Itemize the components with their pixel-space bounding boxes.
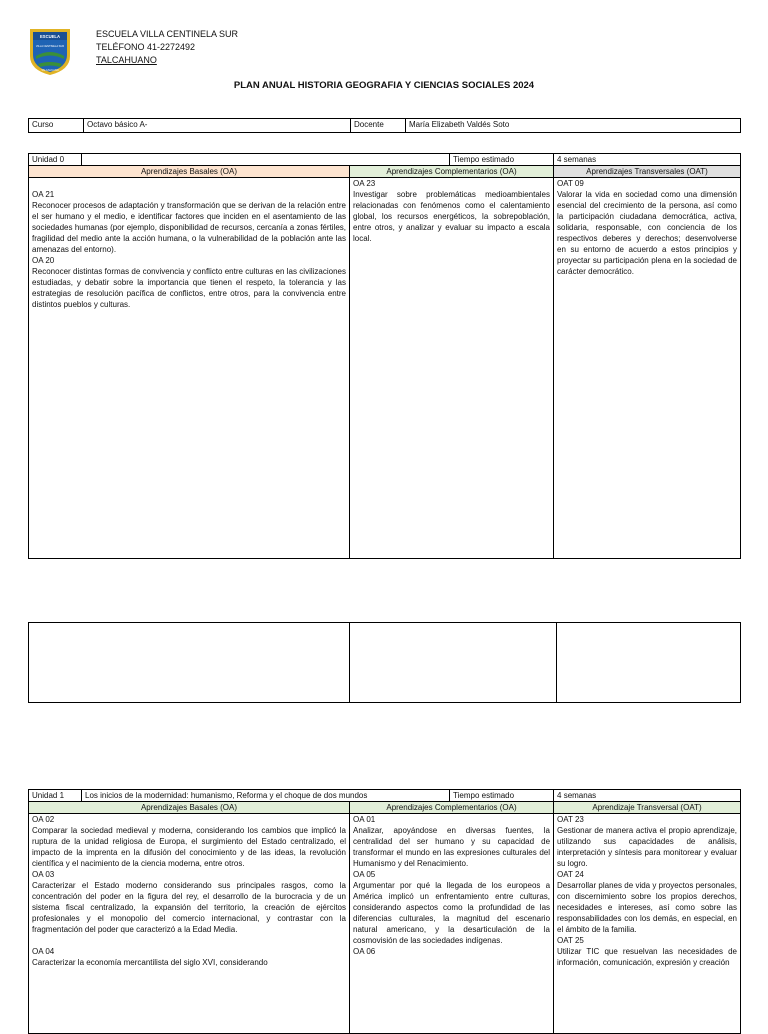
unit0-transversales-cell: [554, 178, 741, 559]
unit0-oat09-text: Valorar la vida en sociedad como una dimensión esencial del crecimiento de la persona, así como la participación ciudadana democrática, activa, solidaria, responsable, con conciencia de los respectivos deberes y derechos; desenvolverse en su entorno de acuerdo a estos principios y proyectar su participación plena en la sociedad de carácter democrático.: [557, 190, 737, 276]
unit1-time-label: Tiempo estimado: [450, 790, 554, 802]
unit0-time-value: 4 semanas: [554, 154, 741, 166]
unit0-time-label: Tiempo estimado: [450, 154, 554, 166]
unit0-table: [28, 153, 741, 559]
school-name: ESCUELA VILLA CENTINELA SUR: [96, 29, 239, 39]
unit0-basales-blank: [32, 178, 346, 189]
unit0-basales-cell: [29, 178, 350, 559]
unit1-oat23-text: Gestionar de manera activa el propio aprendizaje, utilizando sus capacidades de análisis, interpretación y síntesis para monitorear y evaluar su logro.: [557, 826, 737, 868]
unit1-oa06-code: OA 06: [353, 947, 376, 956]
unit0-col-complementarios: Aprendizajes Complementarios (OA): [350, 166, 554, 178]
unit0-name: [82, 154, 450, 166]
unit1-name: Los inicios de la modernidad: humanismo, Reforma y el choque de dos mundos: [82, 790, 450, 802]
unit0-oa20-text: Reconocer distintas formas de convivencia y conflicto entre culturas en las civilizaciones estudiadas, y debatir sobre la importancia que tienen el respeto, la tolerancia y las estrategias de resolución pacífica de conflictos, entre otros, para la convivencia entre distintos pueblos y culturas.: [32, 267, 346, 309]
unit1-col-basales: Aprendizajes Basales (OA): [29, 802, 350, 814]
unit0-oa20-code: OA 20: [32, 256, 55, 265]
empty-cell-3: [557, 623, 741, 703]
unit1-oa02-code: OA 02: [32, 815, 55, 824]
unit0-complementarios-cell: [350, 178, 554, 559]
unit1-complementarios-cell: [350, 814, 554, 1034]
unit0-col-transversales: Aprendizajes Transversales (OAT): [554, 166, 741, 178]
unit1-basales-cell: [29, 814, 350, 1034]
school-phone: TELÉFONO 41-2272492: [96, 42, 196, 52]
unit0-col-basales: Aprendizajes Basales (OA): [29, 166, 350, 178]
unit0-label: Unidad 0: [29, 154, 82, 166]
unit0-oa21-text: Reconocer procesos de adaptación y transformación que se derivan de la relación entre el ser humano y el medio, e identificar factores que inciden en el asentamiento de las sociedades humanas (por ejemplo, disponibilidad de recursos, cercanía a zonas fértiles, fragilidad del medio ante la acción humana, o la vulnerabilidad de la población ante las amenazas del entorno).: [32, 201, 346, 254]
unit1-oat24-code: OAT 24: [557, 870, 584, 879]
unit1-oa01-text: Analizar, apoyándose en diversas fuentes, la centralidad del ser humano y su capacidad de transformar el mundo en las expresiones culturales del Humanismo y del Renacimiento.: [353, 826, 551, 868]
unit1-label: Unidad 1: [29, 790, 82, 802]
logo-top-text: ESCUELA: [39, 34, 61, 39]
logo-mid-text: VILLA CENTINELA SUR: [35, 45, 65, 48]
document-title: PLAN ANUAL HISTORIA GEOGRAFIA Y CIENCIAS SOCIALES 2024: [233, 80, 535, 91]
unit0-oa23-code: OA 23: [353, 179, 376, 188]
unit1-oa03-code: OA 03: [32, 870, 55, 879]
logo-bottom-text: TALCAHUANO: [41, 69, 59, 72]
docente-value: María Elizabeth Valdés Soto: [406, 119, 741, 133]
empty-cell-2: [350, 623, 557, 703]
curso-label: Curso: [29, 119, 84, 133]
unit1-oa05-text: Argumentar por qué la llegada de los europeos a América implicó un enfrentamiento entre culturas, considerando aspectos como la profundidad de las diferencias culturales, la magnitud del escenario natural americano, y la desarticulación de la cosmovisión de las sociedades indígenas.: [353, 881, 551, 945]
curso-value: Octavo básico A-: [84, 119, 351, 133]
unit1-transversales-cell: [554, 814, 741, 1034]
unit1-oat25-code: OAT 25: [557, 936, 584, 945]
empty-table: [28, 622, 741, 703]
unit0-oat09-code: OAT 09: [557, 179, 584, 188]
unit1-col-transversales: Aprendizaje Transversal (OAT): [554, 802, 741, 814]
unit1-oa01-code: OA 01: [353, 815, 376, 824]
school-city: TALCAHUANO: [96, 55, 157, 65]
unit0-oa23-text: Investigar sobre problemáticas medioambientales relacionadas con fenómenos como el calentamiento global, los recursos energéticos, la sobrepoblación, entre otros, y analizar y evaluar su impacto a escala local.: [353, 190, 550, 243]
unit1-oat25-text: Utilizar TIC que resuelvan las necesidades de información, comunicación, expresión y creación: [557, 947, 737, 967]
unit1-oa05-code: OA 05: [353, 870, 376, 879]
unit1-oa02-text: Comparar la sociedad medieval y moderna, considerando los cambios que implicó la ruptura de la unidad religiosa de Europa, el surgimiento del Estado centralizado, el impacto de la imprenta en la difusión del conocimiento y de las ideas, la revolución científica y el nacimiento de la ciencia moderna, entre otros.: [32, 826, 346, 868]
unit1-oa04-text: Caracterizar la economía mercantilista del siglo XVI, considerando: [32, 958, 268, 967]
empty-cell-1: [29, 623, 350, 703]
unit1-oa04-code: OA 04: [32, 947, 55, 956]
unit0-oa21-code: OA 21: [32, 190, 55, 199]
unit1-oa03-text: Caracterizar el Estado moderno considerando sus principales rasgos, como la concentración del poder en la figura del rey, el desarrollo de la burocracia y de un sistema fiscal centralizado, la expansión del territorio, la creación de ejércitos profesionales y el monopolio del comercio internacional, y contrastar con la fragmentación del poder que caracterizó a la Edad Media.: [32, 881, 346, 934]
unit1-oat24-text: Desarrollar planes de vida y proyectos personales, con discernimiento sobre los propios derechos, necesidades e intereses, así como sobre las responsabilidades con los demás, en especial, en el ámbito de la familia.: [557, 881, 737, 934]
docente-label: Docente: [351, 119, 406, 133]
unit1-oat23-code: OAT 23: [557, 815, 584, 824]
unit1-table: [28, 789, 741, 1034]
unit1-time-value: 4 semanas: [554, 790, 741, 802]
unit1-basales-blank: [32, 935, 346, 946]
school-crest-logo: [28, 26, 72, 76]
unit1-col-complementarios: Aprendizajes Complementarios (OA): [350, 802, 554, 814]
course-info-table: [28, 118, 741, 133]
school-header: [96, 28, 238, 67]
